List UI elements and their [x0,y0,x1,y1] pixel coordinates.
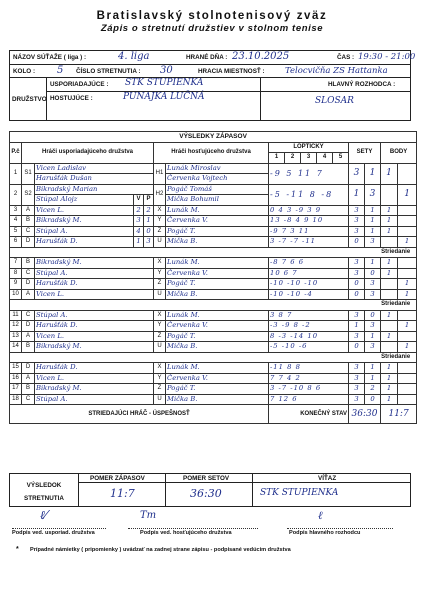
set-scores: -5 -11 8 -8 [269,184,349,205]
singles-row [10,205,417,216]
guest-player-code: U [154,237,166,248]
home-sets: 0 [349,289,365,300]
home-player: Bikradský M. [35,342,154,353]
guest-point [398,394,417,405]
guest-sets: 1 [365,258,381,269]
singles-row [10,258,417,269]
guest-point [398,226,417,237]
home-player: Harušťák D. [35,237,134,248]
home-player-code: B [22,384,35,395]
home-player-code: A [22,373,35,384]
guest-player: Červenka V. [166,216,269,227]
doubles-row [10,184,417,195]
guest-player-code: Z [154,226,166,237]
match-number: 2 [10,184,22,205]
singles-row [10,279,417,290]
guest-pair-code: H1 [154,163,166,184]
referee-signature: ℓ [318,509,323,522]
home-sets: 0 [349,237,365,248]
home-player: Bikradský M. [35,384,154,395]
home-sets: 3 [349,363,365,374]
home-player: Harušťák D. [35,363,154,374]
match-number: 3 [10,205,22,216]
guest-player: Pogáč T. [166,384,269,395]
home-player-code: C [22,394,35,405]
guest-player-code: X [154,363,166,374]
set-scores: 3 8 7 [269,310,349,321]
home-player: Bikradský M. [35,216,134,227]
results-title: VÝSLEDKY ZÁPASOV [10,132,417,143]
home-sets: 3 [349,373,365,384]
home-player: Bikradský M. [35,258,154,269]
guest-player-code: Z [154,279,166,290]
home-player: Vicen L. [35,373,154,384]
guest-point [398,268,417,279]
guest-sets: 0 [365,310,381,321]
guest-player: Mička Bohumil [166,195,269,206]
set-scores: 10 6 7 [269,268,349,279]
col-pc: P.č [10,142,22,163]
col-points: BODY [381,142,417,163]
set-scores: -3 -9 8 -2 [269,321,349,332]
home-sets: 3 [349,384,365,395]
final-row [10,405,417,424]
guest-point [398,258,417,269]
form-subtitle: Zápis o stretnutí družstiev v stolnom tenise [100,23,324,34]
score-cell: 1 [349,184,365,205]
score-cell: 3 [365,184,381,205]
rotation-label: Striedanie [10,300,417,311]
guest-player-code: X [154,205,166,216]
match-ratio-label: POMER ZÁPASOV [90,475,145,482]
time-value: 19:30 - 21:00 [358,52,416,62]
guest-team-label: HOSTUJÚCE : [50,95,93,102]
col-lopticky: LOPTIČKY [269,142,349,153]
guest-player-code: Z [154,331,166,342]
score-cell [381,184,398,205]
home-player-code: C [22,310,35,321]
singles-row [10,363,417,374]
guest-player: Mička B. [166,394,269,405]
substitute-label: STRIEDAJÚCI HRÁČ - ÚSPEŠNOSŤ [10,405,269,424]
results-table [9,131,417,424]
guest-sets: 1 [365,331,381,342]
home-sets: 3 [349,258,365,269]
guest-point: 1 [398,237,417,248]
home-player: Harušťák D. [35,321,154,332]
home-player-code: A [22,331,35,342]
home-player-code: D [22,279,35,290]
home-player-code: C [22,226,35,237]
home-point: 1 [381,226,398,237]
home-player: Stúpal A. [35,310,154,321]
set-scores: 0 4 3 -9 3 9 [269,205,349,216]
home-sets: 0 [349,342,365,353]
home-player: Stúpal Alojz [35,195,134,206]
form-title: Bratislavský stolnotenisový zväz [96,10,328,22]
col-losses: P [144,195,154,206]
singles-row [10,237,417,248]
home-sets: 3 [349,394,365,405]
singles-row [10,384,417,395]
set-scores: 7 12 6 [269,394,349,405]
set-scores: -10 -10 -4 [269,289,349,300]
home-player-code: A [22,205,35,216]
guest-point [398,331,417,342]
match-number-value: 30 [160,65,173,76]
guest-player: Pogáč Tomáš [166,184,269,195]
set-scores: -5 -10 -6 [269,342,349,353]
referee-value: SLOSAR [315,96,354,106]
guest-player: Lunák M. [166,258,269,269]
set-ratio-value: 36:30 [190,487,222,500]
competition-value: 4. liga [118,51,150,62]
home-point [381,279,398,290]
guest-player-code: U [154,342,166,353]
home-pair-code: S1 [22,163,35,184]
rotation-row [10,247,417,258]
guest-point [398,310,417,321]
home-point [381,289,398,300]
home-point: 1 [381,373,398,384]
home-player: Vicen L. [35,289,154,300]
guest-player-code: X [154,310,166,321]
home-sets: 3 [349,205,365,216]
col-wins: V [134,195,144,206]
rotation-label: Striedanie [10,352,417,363]
home-player: Stúpal A. [35,268,154,279]
set-scores: -10 -10 -10 [269,279,349,290]
guest-player: Mička B. [166,342,269,353]
guest-player-code: X [154,258,166,269]
col-guest-players: Hráči hosťujúceho družstva [154,142,269,163]
guest-player-code: U [154,394,166,405]
guest-player: Pogáč T. [166,226,269,237]
guest-sets: 1 [365,373,381,384]
set-number: 2 [285,153,301,164]
guest-player-code: Y [154,373,166,384]
home-wins: 4 [134,226,144,237]
result-label: VÝSLEDOK STRETNUTIA [24,482,64,502]
home-player: Harušťák D. [35,279,154,290]
home-point [381,342,398,353]
match-ratio-value: 11:7 [110,487,135,500]
winner-label: VÍŤAZ [318,475,337,482]
round-label: KOLO : [13,68,36,75]
guest-team-value: PUNAJKA LUČNÁ [123,92,205,102]
home-point: 1 [381,394,398,405]
time-label: ČAS : [337,54,355,61]
set-number: 1 [269,153,285,164]
guest-player: Červenka V. [166,321,269,332]
winner-value: STK STUPIENKA [260,488,339,498]
guest-player: Lunák M. [166,205,269,216]
rotation-label: Striedanie [10,247,417,258]
round-value: 5 [57,65,64,76]
home-player: Vicen L. [35,331,154,342]
singles-row [10,226,417,237]
home-player-code: D [22,363,35,374]
guest-point [398,363,417,374]
match-number: 15 [10,363,22,374]
set-scores: 7 7 4 2 [269,373,349,384]
home-point: 1 [381,205,398,216]
guest-sets: 1 [365,363,381,374]
singles-row [10,342,417,353]
singles-row [10,310,417,321]
home-sets: 3 [349,331,365,342]
match-number: 17 [10,384,22,395]
guest-point [398,373,417,384]
footnote-asterisk: * [16,546,19,553]
match-number: 8 [10,268,22,279]
score-cell: 3 [349,163,365,184]
match-number: 5 [10,226,22,237]
referee-signature-label: Podpis hlavného rozhodcu [289,530,361,536]
home-wins: 3 [134,216,144,227]
home-team-label: USPORIADAJÚCE : [50,81,109,88]
col-sets: SETY [349,142,381,163]
home-player-code: C [22,268,35,279]
match-number: 13 [10,331,22,342]
match-number: 11 [10,310,22,321]
match-number: 16 [10,373,22,384]
set-number: 3 [301,153,317,164]
guest-point: 1 [398,321,417,332]
home-sets: 3 [349,216,365,227]
match-number-label: ČÍSLO STRETNUTIA : [76,68,141,75]
home-losses: 2 [144,205,154,216]
home-point: 1 [381,268,398,279]
home-point: 1 [381,216,398,227]
match-number: 9 [10,279,22,290]
final-points: 11:7 [381,405,417,424]
guest-player: Mička B. [166,289,269,300]
home-player-code: B [22,258,35,269]
guest-sets: 0 [365,394,381,405]
guest-sets: 3 [365,342,381,353]
guest-player: Pogáč T. [166,279,269,290]
singles-row [10,216,417,227]
singles-row [10,289,417,300]
guest-point: 1 [398,279,417,290]
match-number: 12 [10,321,22,332]
set-scores: -9 5 11 7 [269,163,349,184]
guest-signature: Tm [140,510,157,521]
singles-row [10,268,417,279]
home-player: Vicen L. [35,205,134,216]
guest-player: Lunák M. [166,310,269,321]
guest-player: Červenka V. [166,268,269,279]
guest-player-code: Y [154,268,166,279]
guest-point: 1 [398,342,417,353]
guest-player-code: Y [154,321,166,332]
home-player-code: D [22,321,35,332]
home-player: Vicen Ladislav [35,163,154,174]
date-value: 23.10.2025 [232,51,290,62]
match-number: 1 [10,163,22,184]
guest-sets: 2 [365,384,381,395]
guest-sets: 3 [365,321,381,332]
singles-row [10,394,417,405]
guest-point [398,216,417,227]
score-cell [398,163,417,184]
set-number: 5 [333,153,349,164]
home-point: 1 [381,258,398,269]
set-scores: 3 -7 -7 -11 [269,237,349,248]
guest-sets: 1 [365,226,381,237]
guest-point: 1 [398,289,417,300]
competition-label: NÁZOV SÚŤAŽE ( liga ) : [13,54,87,61]
guest-player-code: Y [154,216,166,227]
rotation-row [10,352,417,363]
home-player: Stúpal A. [35,394,154,405]
score-cell: 1 [365,163,381,184]
singles-row [10,321,417,332]
set-scores: 13 -8 4 9 10 [269,216,349,227]
guest-player-code: Z [154,384,166,395]
referee-label: HLAVNÝ ROZHODCA : [328,81,396,88]
guest-point [398,205,417,216]
home-sets: 0 [349,279,365,290]
guest-player: Lunák M. [166,363,269,374]
match-number: 7 [10,258,22,269]
venue-value: Telocvičňa ZS Hattanka [285,66,388,76]
date-label: HRANÉ DŇA : [186,54,228,61]
singles-row [10,331,417,342]
set-ratio-label: POMER SETOV [183,475,230,482]
set-scores: 8 -3 -14 10 [269,331,349,342]
home-sets: 3 [349,310,365,321]
home-player: Bikradský Marian [35,184,154,195]
guest-pair-code: H2 [154,184,166,205]
set-scores: -8 7 6 6 [269,258,349,269]
home-losses: 0 [144,226,154,237]
home-point: 1 [381,363,398,374]
set-number: 4 [317,153,333,164]
rotation-row [10,300,417,311]
footnote: Prípadné námietky ( pripomienky ) uvádzať na zadnej strane zápisu - podpisané vedúcim družstva [30,547,291,553]
home-losses: 1 [144,216,154,227]
home-sets: 1 [349,321,365,332]
guest-player: Mička B. [166,237,269,248]
guest-player-code: U [154,289,166,300]
set-scores: 3 -7 -10 8 6 [269,384,349,395]
guest-player: Lunák Miroslav [166,163,269,174]
guest-sets: 3 [365,289,381,300]
venue-label: HRACIA MIESTNOSŤ : [198,68,265,75]
guest-sets: 3 [365,279,381,290]
home-wins: 1 [134,237,144,248]
home-player-code: B [22,342,35,353]
home-pair-code: S2 [22,184,35,205]
final-label: KONEČNÝ STAV [269,405,349,424]
guest-signature-label: Podpis ved. hosťujúceho družstva [140,530,232,536]
home-point: 1 [381,331,398,342]
home-sets: 3 [349,268,365,279]
home-point [381,237,398,248]
home-losses: 3 [144,237,154,248]
guest-sets: 1 [365,205,381,216]
home-player: Harušťák Dušan [35,174,154,185]
score-cell: 1 [398,184,417,205]
singles-row [10,373,417,384]
col-home-players: Hráči usporiadajúceho družstva [22,142,154,163]
doubles-row [10,163,417,174]
home-player-code: B [22,216,35,227]
guest-player: Červenka Vojtech [166,174,269,185]
home-signature: ℓ⁄ [40,508,48,522]
guest-player: Pogáč T. [166,331,269,342]
set-scores: -11 8 8 [269,363,349,374]
match-number: 10 [10,289,22,300]
home-sets: 3 [349,226,365,237]
match-number: 18 [10,394,22,405]
guest-player: Červenka V. [166,373,269,384]
home-point: 1 [381,310,398,321]
guest-sets: 3 [365,237,381,248]
score-cell: 1 [381,163,398,184]
home-team-value: STK STUPIENKA [125,78,204,88]
home-wins: 2 [134,205,144,216]
set-scores: -9 7 3 11 [269,226,349,237]
home-point [381,321,398,332]
home-signature-label: Podpis ved. usporiad. družstva [12,530,95,536]
guest-sets: 1 [365,216,381,227]
match-number: 14 [10,342,22,353]
match-number: 4 [10,216,22,227]
home-point: 1 [381,384,398,395]
guest-point [398,384,417,395]
home-player-code: A [22,289,35,300]
home-player-code: D [22,237,35,248]
final-sets: 36:30 [349,405,381,424]
team-label: DRUŽSTVO [12,96,47,103]
home-player: Stúpal A. [35,226,134,237]
match-number: 6 [10,237,22,248]
guest-sets: 0 [365,268,381,279]
